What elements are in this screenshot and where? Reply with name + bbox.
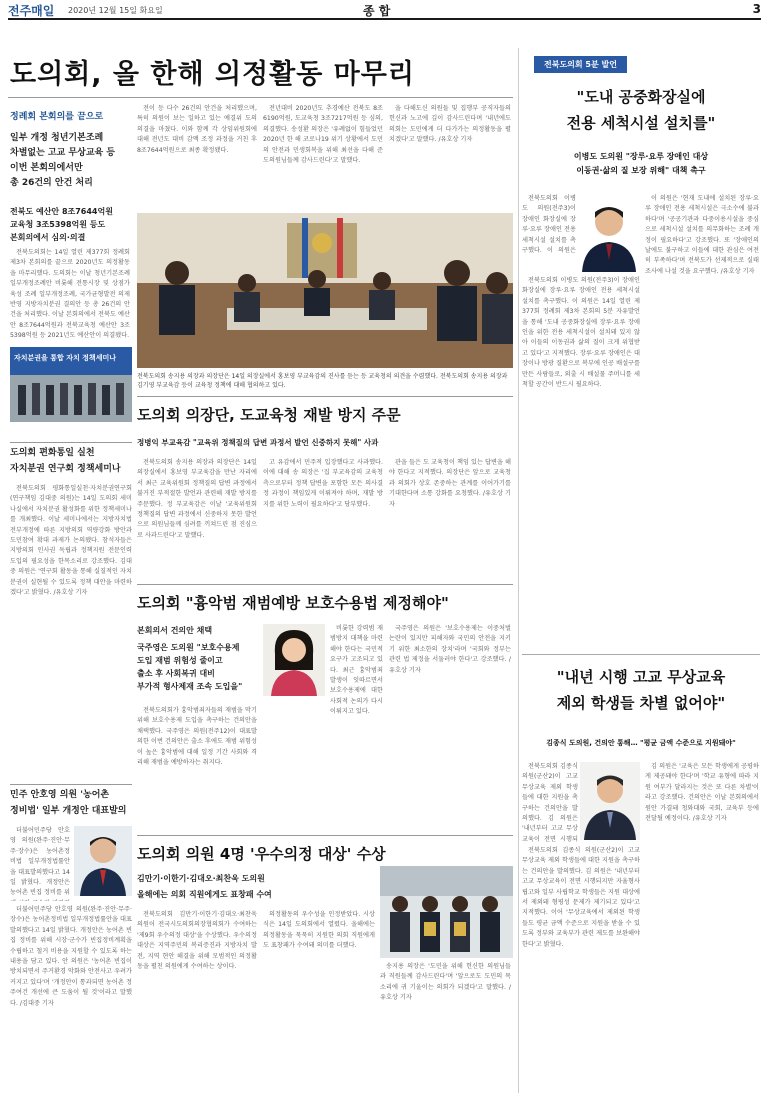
article-6-title: 도의회 의원 4명 '우수의정 대상' 수상 (137, 845, 386, 863)
lead-sub-2: 일부 개정 청년기본조례 (10, 133, 104, 143)
article-3-title-2: 자치분권 연구회 정책세미나 (10, 464, 121, 474)
main-headline: 도의회, 올 한해 의정활동 마무리 (10, 59, 415, 90)
sidebar-body-4: 김 의원은 '교육은 모든 학생에게 공평하게 제공돼야 한다'며 '학교 유형에 따라 지원 여부가 달라지는 것은 또 다른 차별'이라고 강조했다. 건의안은 이날 본회의에서 원안 가결돼 청와대와 국회, 교육부 등에 전달될 예정이다. /유호상 기자 (645, 763, 759, 823)
article-5-body-3: 국주영은 의원은 '보호수용제는 이중처벌 논란이 있지만 피해자와 국민의 안전을 지키기 위한 최소한의 장치'라며 '국회와 정부는 관련 법 제정을 서둘러야 한다'고 강조했다. /유호상 기자 (389, 625, 511, 674)
section-title: 종 합 (363, 4, 391, 18)
article-5-sub-4: 출소 후 사회복귀 대비 (137, 669, 215, 678)
lead-sub-5: 총 26건의 안건 처리 (10, 178, 93, 188)
portrait-lee-byungdo (578, 194, 640, 272)
lead-body-1: 전북도의회는 14일 열린 제377회 정례회 제3차 본회의를 끝으로 2020년도 의정활동을 마무리했다. 도의회는 이날 청년기본조례 일부개정조례안 비롯해 전통시장 및 상점가 육성 조례 일부개정조례, 국가균형발전 의제 반영 지방자치분권 결의안 등 총 26건의 안건을 처리했다. 이날 본회의에서 전북도 예산안 8조7644억원과 전북교육청 예산안 3조5398억원 등 2021년도 예산안이 의결됐다. (10, 249, 130, 340)
article-3-title: 도의회 편화통일 실천 (10, 448, 95, 458)
article-5-sub-2: 국주영은 도의원 "보호수용제 (137, 643, 240, 652)
photo-caption-2: 자치분권을 통합 자치 정책세미나 (14, 354, 116, 362)
lead-sub-8: 본회의에서 심의·의결 (10, 233, 86, 242)
photo-caption-1: 전북도의회 송지용 의장과 의장단은 14일 의장실에서 홍보영 부교육감의 진사를 듣는 등 교육청의 의견을 수렴했다. 전북도의회 송지용 의장과 김기영 부교육감 등이 교육청 정책에 대해 협의하고 있다. (137, 373, 508, 389)
sidebar-quote-2: "내년 시행 고교 무상교육 제외 학생들 차별 없어야" (556, 668, 726, 712)
article-4-body-cont: 더불어민주당 안호영 의원(완주·진안·무주·장수)은 농어촌정비법 일부개정법률안을 대표발의했다고 14일 밝혔다. 개정안은 농어촌 빈집 정비를 위해 시장·군수가 빈집정비계획을 수립하고 철거 비용을 지원할 수 있도록 하는 내용을 담고 있다. 안 의원은 '농어촌 빈집이 방치되면서 주거환경 악화와 안전사고 우려가 커지고 있다'며 '개정안이 통과되면 농어촌 정주여건 개선에 큰 도움이 될 것'이라고 말했다. /김대중 기자 (10, 906, 132, 1007)
portrait-an-hoyoung (74, 826, 132, 896)
sidebar-byline-2: 김종식 도의원, 건의안 통해… "평균 금액 수준으로 지원돼야" (546, 739, 736, 747)
meeting-photo (137, 213, 513, 368)
sidebar-quote-1: "도내 공중화장실에 전용 세척시설 설치를" (566, 88, 716, 132)
divider-article-3 (10, 442, 132, 443)
article-5-subheads (137, 624, 257, 693)
article-2-body-1: 전북도의회 송지용 의장과 의장단은 14일 의장실에서 홍보영 부교육감을 만난 자리에서 최근 교육위원회 정책질의 답변 과정에서 불거진 부적절한 발언과 관련해 재발 방지를 주문했다. 정 부교육감은 이날 '교육위원회 정책질의 답변 과정에서 신중하지 못한 발언으로 의원님들께 심려를 끼쳐드린 점 진심으로 사과드린다'고 말했다. (137, 459, 257, 539)
sidebar-badge: 전북도의회 5분 발언 (534, 56, 627, 73)
masthead (8, 2, 761, 20)
lead-body-3: 전년대비 2020년도 추경예산 전북도 8조6190억원, 도교육청 3조7217억원 등 심의, 의결했다. 송성환 의장은 '유례없이 힘들었던 2020년 한 해 코로나19 위기 상황에서 도민의 안전과 민생회복을 위해 최선을 다해 준 도의원님들께 감사드린다'고 말했다. (263, 105, 383, 165)
lead-sub-3: 차별없는 고교 무상교육 등 (10, 148, 116, 158)
divider-article-6 (137, 835, 513, 836)
lead-sub-7: 교육청 3조5398억원 등도 (10, 220, 106, 229)
lead-body-2: 전이 등 다수 26건의 안건을 처리했으며, 특히 의원이 보는 일하고 있는 예결위 도의 의결을 마쳤다. 이와 함께 각 상임위원회에 대해 전년도 대비 감액 조정 과정을 거친 후 8조7644억원으로 최종 확정됐다. (137, 105, 257, 154)
article-6-sub-1: 김만기·이한기·김대오·최찬욱 도의원 (137, 874, 265, 883)
article-2-title: 도의회 의장단, 도교육청 재발 방지 주문 (137, 406, 401, 424)
article-4-body: 더불어민주당 안호영 의원(완주·진안·무주·장수)은 농어촌정비법 일부개정법률안을 대표발의했다고 14일 밝혔다. 개정안은 농어촌 빈집 정비를 위 (10, 827, 70, 897)
lead-body-4: 을 다해도신 의원들 및 집행부 공직자들의 헌신과 노고에 깊이 감사드린다며 '내년에도 의회는 도민에게 더 다가가는 의정활동을 펼치겠다'고 말했다. /유호상 기자 (389, 105, 511, 144)
article-3-body: 전북도의회 평화통일실천·자치분권연구회(연구책임 김대중 의원)는 14일 도의회 세미나실에서 자치분권 활성화를 위한 정책세미나를 개최했다. 이날 세미나에서는 지방자치법 전부개정에 따른 지방의회 역량강화 방안과 도민참여 확대 과제가 논의됐다. 참석자들은 지방의회 인사권 독립과 정책지원 전문인력 도입의 필요성을 한목소리로 강조했다. 김대중 의원은 '연구회 활동을 통해 실질적인 자치분권이 실현될 수 있도록 정책 대안을 마련하겠다'고 밝혔다. /유호상 기자 (10, 485, 132, 597)
seminar-photo (10, 347, 132, 422)
article-5-body-1: 전북도의회가 흉악범죄자들의 재범을 막기 위해 보호수용제 도입을 촉구하는 건의안을 채택했다. 국주영은 의원(전주12)이 대표발의한 이번 건의안은 출소 후에도 재범 위험성이 높은 흉악범에 대해 일정 기간 사회와 격리해 재범을 예방하자는 취지다. (137, 707, 257, 767)
article-4-title: 민주 안호영 의원 '농어촌 (10, 790, 110, 800)
lead-subheads (10, 110, 130, 244)
award-photo (380, 866, 513, 958)
divider-article-5 (137, 584, 513, 585)
article-5-title: 도의회 "흉악범 재범예방 보호수용법 제정해야" (137, 594, 449, 612)
article-5-sub-1: 본회의서 건의안 채택 (137, 626, 213, 635)
sidebar-body-1a: 전북도의회 이병도 의원(전주3)이 장애인 화장실에 장루·요루 장애인 전용 세척시설 설치를 촉구했다. 이 의원은 (522, 195, 576, 254)
article-5-body-2: 비롯한 강력범 재범방지 대책을 마련해야 한다는 국민적 요구가 고조되고 있다. 최근 흉악범죄 발생이 잇따르면서 보호수용제에 대한 사회적 논의가 다시 이뤄지고 있다. (330, 625, 383, 716)
sidebar-body-1b: 전북도의회 이병도 의원(전주3)이 장애인 화장실에 장루·요루 장애인 전용 세척시설 설치를 촉구했다. 이 의원은 14일 열린 제377회 정례회 제3차 본회의 5분 자유발언을 통해 '도내 공중화장실에 장루·요루 장애인을 위한 전용 세척시설이 설치돼 있지 않아 이들의 이동권과 삶의 질이 크게 위협받고 있다'고 지적했다. 장루·요루 장애인은 대장이나 방광 질환으로 복부에 인공 배설구를 만든 사람들로, 외출 시 배설물 주머니를 세척할 공간이 반드시 필요하다. (522, 277, 640, 389)
article-2-body-2: 고 유감에서 민주적 입장했다고 사과했다. 이에 대해 송 의장은 '집 부교육감의 교육청 측으로부터 정책 답변을 포함한 모든 의사결정 과정이 책임있게 이뤄져야 하며, 재발 방지를 위한 노력이 필요하다'고 당부했다. (263, 459, 383, 508)
sidebar-body-3b: 전북도의회 김종식 의원(군산2)이 고교 무상교육 제외 학생들에 대한 지원을 촉구하는 건의안을 발의했다. 김 의원은 '내년부터 고교 무상교육이 전면 시행되지만 자율형사립고와 일부 사립학교 학생들은 지원 대상에서 제외돼 형평성 문제가 제기되고 있다'고 지적했다. 이어 '무상교육에서 제외된 학생들도 평균 금액 수준으로 지원을 받을 수 있도록 정부와 교육부가 관련 제도를 보완해야 한다'고 밝혔다. (522, 847, 640, 948)
article-6-body-3: 송지용 의장은 '도민을 위해 헌신한 의원님들과 직원들께 감사드린다'며 '앞으로도 도민의 목소리에 귀 기울이는 의회가 되겠다'고 말했다. /유호상 기자 (380, 963, 511, 1002)
divider-article-4 (10, 784, 132, 785)
sidebar-body-3a: 전북도의회 김종식 의원(군산2)이 고교 무상교육 제외 학생들에 대한 지원을 촉구하는 건의안을 발의했다. 김 의원은 '내년부터 고교 무상교육이 전면 시행되 (522, 763, 578, 843)
article-6-sub-2: 올해에는 의회 직원에게도 표창패 수여 (137, 890, 272, 899)
newspaper-name: 전주매일 (8, 4, 55, 18)
article-2-body-3: 관을 들은 도 교육청이 책임 있는 답변을 해야 한다고 지적했다. 의장단은 앞으로 교육청과 의회가 상호 존중하는 관계를 이어가기를 기대한다며 소통 강화를 요청했다. /유호상 기자 (389, 459, 511, 508)
lead-sub-1: 정례회 본회의를 끝으로 (10, 112, 104, 122)
article-4-title-2: 정비법' 일부 개정안 대표발의 (10, 806, 127, 816)
sidebar-divider (522, 654, 760, 655)
page-number: 3 (752, 2, 761, 16)
headline-divider (8, 97, 513, 98)
portrait-kim-jongsik (580, 762, 640, 840)
article-6-body-2: 의정활동의 우수성을 인정받았다. 시상식은 14일 도의회에서 열렸다. 올해에는 의정활동을 묵묵히 지원한 의회 직원에게도 표창패가 수여돼 의미를 더했다. (263, 911, 375, 950)
article-5-sub-5: 부가적 형사제재 조속 도입을" (137, 682, 243, 691)
article-6-body-1: 전북도의회 김만기·이한기·김대오·최찬욱 의원이 전국시도의회의장협의회가 수여하는 '제9회 우수의정 대상'을 수상했다. 우수의정 대상은 지역주민의 복리증진과 지방자치 발전, 지역 현안 해결을 위해 모범적인 의정활동을 펼친 의원에게 수여하는 상이다. (137, 911, 257, 971)
issue-date: 2020년 12월 15일 화요일 (68, 6, 163, 15)
divider-article-2 (137, 396, 513, 397)
article-5-sub-3: 도입 재범 위험성 줄이고 (137, 656, 223, 665)
sidebar-body-2: 이 의원은 '현재 도내에 설치된 장루·요루 장애인 전용 세척시설은 극소수에 불과하다'며 '공공기관과 다중이용시설을 중심으로 세척시설 설치를 의무화하는 조례 개정이 필요하다'고 강조했다. 또 '장애인의 날에도 불구하고 이들에 대한 관심은 여전히 부족하다'며 전북도가 선제적으로 실태조사에 나설 것을 요구했다. /유호상 기자 (645, 195, 759, 275)
lead-sub-4: 이번 본회의에서만 (10, 163, 83, 173)
lead-sub-6: 전북도 예산안 8조7644억원 (10, 207, 113, 216)
portrait-kukjuyoungeun (263, 624, 325, 696)
sidebar-byline-1: 이병도 도의원 "장루·요루 장애인 대상 이동권·삶의 질 보장 위해" 대책 촉구 (573, 152, 709, 175)
article-2-subtitle: 정병익 부교육감 "교육위 정책질의 답변 과정서 발언 신중하지 못해" 사과 (137, 438, 379, 447)
